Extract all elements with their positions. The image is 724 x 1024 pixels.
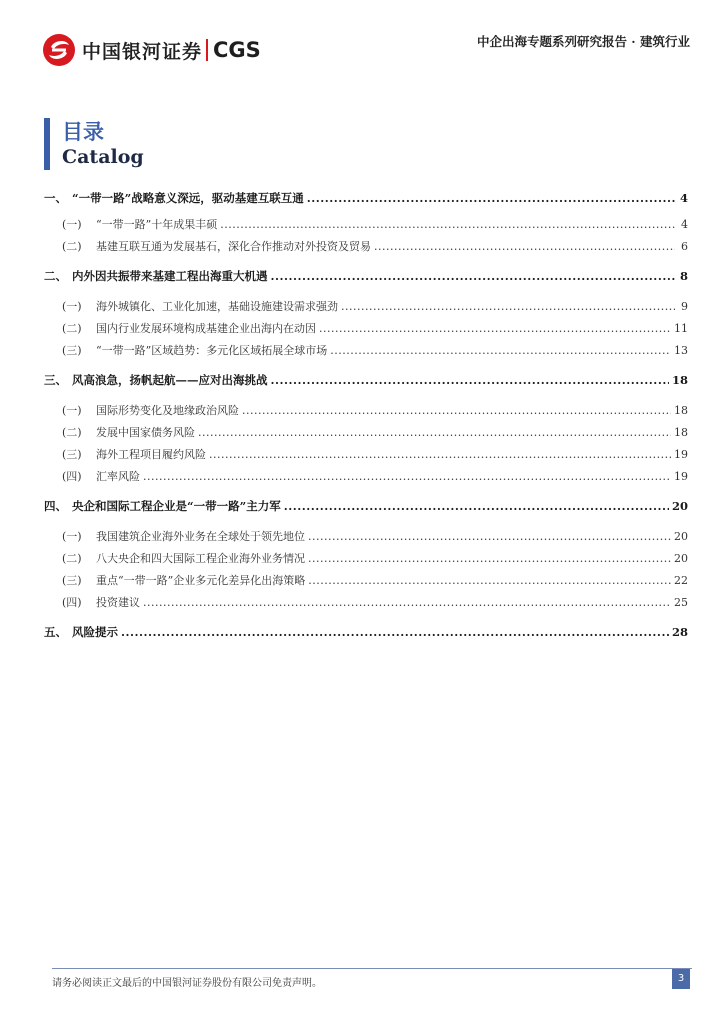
toc-entry-number: (二) xyxy=(62,322,82,335)
catalog-title-en: Catalog xyxy=(62,146,144,168)
report-series-title: 中企出海专题系列研究报告 · 建筑行业 xyxy=(476,34,690,49)
toc-dot-leader xyxy=(341,300,675,313)
toc-entry-title: 内外因共振带来基建工程出海重大机遇 xyxy=(72,269,268,283)
toc-section-entry[interactable] xyxy=(44,424,688,440)
toc-entry-page: 8 xyxy=(679,269,688,283)
toc-dot-leader xyxy=(271,269,676,283)
toc-entry-number: 四、 xyxy=(44,499,67,513)
toc-entry-number: (三) xyxy=(62,344,82,357)
toc-entry-title: 海外城镇化、工业化加速，基础设施建设需求强劲 xyxy=(96,300,338,313)
toc-section-entry[interactable] xyxy=(44,342,688,358)
toc-entry-page: 28 xyxy=(671,625,688,639)
toc-section-entry[interactable] xyxy=(44,298,688,314)
toc-entry-page: 22 xyxy=(674,574,688,587)
toc-section-entry[interactable] xyxy=(44,468,688,484)
toc-entry-number: (一) xyxy=(62,218,82,231)
toc-section-entry[interactable] xyxy=(44,402,688,418)
toc-section-entry[interactable] xyxy=(44,238,688,254)
toc-entry-title: 国际形势变化及地缘政治风险 xyxy=(96,404,239,417)
toc-section-entry[interactable] xyxy=(44,572,688,588)
toc-entry-page: 20 xyxy=(671,499,688,513)
toc-entry-page: 18 xyxy=(671,373,688,387)
toc-dot-leader xyxy=(220,218,675,231)
toc-entry-page: 19 xyxy=(674,448,688,461)
toc-entry-page: 19 xyxy=(674,470,688,483)
toc-entry-title: 汇率风险 xyxy=(96,470,140,483)
footer-divider xyxy=(52,968,692,969)
toc-entry-title: 基建互联互通为发展基石，深化合作推动对外投资及贸易 xyxy=(96,240,371,253)
toc-section-entry[interactable] xyxy=(44,320,688,336)
toc-entry-title: 我国建筑企业海外业务在全球处于领先地位 xyxy=(96,530,305,543)
toc-dot-leader xyxy=(308,530,671,543)
toc-dot-leader xyxy=(319,322,671,335)
toc-entry-number: 五、 xyxy=(44,625,67,639)
toc-dot-leader xyxy=(308,574,671,587)
toc-dot-leader xyxy=(308,552,671,565)
toc-entry-number: (三) xyxy=(62,574,82,587)
logo-text-cn: 中国银河证券 xyxy=(82,40,203,63)
toc-entry-title: 投资建议 xyxy=(96,596,140,609)
toc-entry-number: (一) xyxy=(62,404,82,417)
page-number: 3 xyxy=(672,969,690,989)
toc-dot-leader xyxy=(330,344,671,357)
toc-entry-number: (一) xyxy=(62,530,82,543)
cgs-logo-icon xyxy=(42,33,76,67)
toc-entry-page: 6 xyxy=(681,240,688,253)
toc-entry-title: 国内行业发展环境构成基建企业出海内在动因 xyxy=(96,322,316,335)
toc-entry-title: 八大央企和四大国际工程企业海外业务情况 xyxy=(96,552,305,565)
toc-entry-title: 海外工程项目履约风险 xyxy=(96,448,206,461)
toc-entry-title: “一带一路”十年成果丰硕 xyxy=(96,218,218,231)
toc-section-entry[interactable] xyxy=(44,528,688,544)
toc-entry-number: (二) xyxy=(62,426,82,439)
toc-section-entry[interactable] xyxy=(44,446,688,462)
toc-dot-leader xyxy=(121,625,669,639)
toc-entry-number: (四) xyxy=(62,470,82,483)
toc-dot-leader xyxy=(307,191,675,205)
toc-entry-number: 三、 xyxy=(44,373,67,387)
toc-entry-title: 风高浪急，扬帆起航——应对出海挑战 xyxy=(72,373,268,387)
logo-divider xyxy=(206,39,208,61)
toc-entry-page: 4 xyxy=(681,218,688,231)
toc-chapter-entry[interactable] xyxy=(44,624,688,640)
toc-entry-title: “一带一路”区域趋势：多元化区域拓展全球市场 xyxy=(96,344,328,357)
toc-section-entry[interactable] xyxy=(44,594,688,610)
toc-entry-number: 一、 xyxy=(44,191,67,205)
toc-entry-title: “一带一路”战略意义深远，驱动基建互联互通 xyxy=(72,191,304,205)
toc-entry-page: 13 xyxy=(674,344,688,357)
toc-section-entry[interactable] xyxy=(44,216,688,232)
toc-chapter-entry[interactable] xyxy=(44,190,688,206)
toc-entry-number: (四) xyxy=(62,596,82,609)
logo-text-en: CGS xyxy=(213,38,261,62)
toc-entry-page: 9 xyxy=(681,300,688,313)
toc-entry-number: (三) xyxy=(62,448,82,461)
toc-entry-page: 18 xyxy=(674,404,688,417)
toc-dot-leader xyxy=(242,404,671,417)
toc-entry-number: 二、 xyxy=(44,269,67,283)
toc-dot-leader xyxy=(209,448,671,461)
toc-entry-title: 发展中国家债务风险 xyxy=(96,426,195,439)
toc-dot-leader xyxy=(284,499,669,513)
toc-entry-title: 风险提示 xyxy=(72,625,118,639)
toc-entry-page: 18 xyxy=(674,426,688,439)
footer-disclaimer: 请务必阅读正文最后的中国银河证券股份有限公司免责声明。 xyxy=(52,978,322,989)
toc-entry-page: 20 xyxy=(674,530,688,543)
toc-dot-leader xyxy=(198,426,671,439)
toc-chapter-entry[interactable] xyxy=(44,372,688,388)
toc-dot-leader xyxy=(143,470,671,483)
toc-dot-leader xyxy=(374,240,675,253)
catalog-accent-bar xyxy=(44,118,50,170)
toc-dot-leader xyxy=(143,596,671,609)
toc-chapter-entry[interactable] xyxy=(44,268,688,284)
toc-entry-number: (一) xyxy=(62,300,82,313)
toc-entry-page: 11 xyxy=(674,322,688,335)
company-logo xyxy=(42,33,261,67)
catalog-title-cn: 目录 xyxy=(62,119,104,144)
toc-entry-number: (二) xyxy=(62,552,82,565)
toc-entry-title: 央企和国际工程企业是“一带一路”主力军 xyxy=(72,499,281,513)
toc-entry-title: 重点“一带一路”企业多元化差异化出海策略 xyxy=(96,574,306,587)
toc-entry-page: 4 xyxy=(679,191,688,205)
toc-entry-number: (二) xyxy=(62,240,82,253)
toc-chapter-entry[interactable] xyxy=(44,498,688,514)
toc-entry-page: 20 xyxy=(674,552,688,565)
toc-section-entry[interactable] xyxy=(44,550,688,566)
toc-entry-page: 25 xyxy=(674,596,688,609)
toc-dot-leader xyxy=(271,373,669,387)
